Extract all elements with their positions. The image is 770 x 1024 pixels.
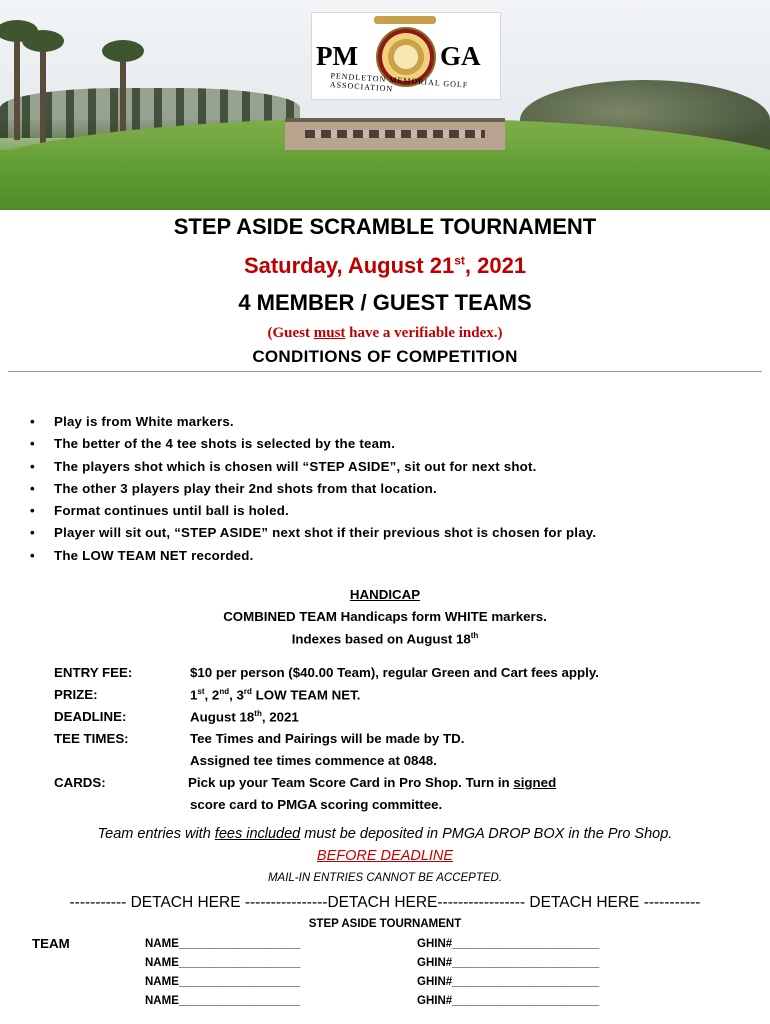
palm-tree [14,30,20,140]
form-title: STEP ASIDE TOURNAMENT [308,918,462,930]
tournament-title: STEP ASIDE SCRAMBLE TOURNAMENT [173,214,597,239]
tee-graphic [374,16,436,24]
tee-times-label: TEE TIMES: [54,731,129,746]
name-field[interactable]: NAME___________________ [145,976,301,988]
handicap-index-line: Indexes based on August 18th [291,631,479,647]
list-item: • The LOW TEAM NET recorded. [30,545,596,567]
pmga-logo [311,12,501,100]
cards-value: Pick up your Team Score Card in Pro Shop. Turn in signed [188,775,557,790]
name-field[interactable]: NAME___________________ [145,957,301,969]
list-item: • The better of the 4 tee shots is selected by the team. [30,433,596,455]
logo-text-right: GA [440,41,481,71]
prize-label: PRIZE: [54,687,98,702]
drop-box-note: Team entries with fees included must be deposited in PMGA DROP BOX in the Pro Shop. [97,826,673,842]
logo-subtitle: PENDLETON MEMORIAL GOLF ASSOCIATION [329,71,469,94]
list-item: • Play is from White markers. [30,411,596,433]
before-deadline: BEFORE DEADLINE [316,848,454,864]
palm-tree [40,40,46,150]
prize-value: 1st, 2nd, 3rd LOW TEAM NET. [190,687,361,703]
conditions-heading: CONDITIONS OF COMPETITION [252,347,518,366]
cards-value-2: score card to PMGA scoring committee. [190,797,443,812]
tee-times-start: Assigned tee times commence at 0848. [190,753,437,768]
ghin-field[interactable]: GHIN#_______________________ [417,995,600,1007]
guest-note: (Guest must have a verifiable index.) [267,325,503,341]
ghin-field[interactable]: GHIN#_______________________ [417,957,600,969]
fairway [0,150,770,210]
rules-list [30,411,596,567]
handicap-line: COMBINED TEAM Handicaps form WHITE markers. [223,609,547,624]
divider [8,371,762,372]
cards-label: CARDS: [54,775,106,790]
deadline-label: DEADLINE: [54,709,127,724]
deadline-value: August 18th, 2021 [190,709,299,725]
header-photo [0,0,770,210]
list-item: • The players shot which is chosen will “STEP ASIDE”, sit out for next shot. [30,456,596,478]
entry-fee-label: ENTRY FEE: [54,665,133,680]
detach-line: ----------- DETACH HERE ----------------DETACH HERE----------------- DETACH HERE ----------- [69,894,701,911]
name-field[interactable]: NAME___________________ [145,938,301,950]
list-item: • Player will sit out, “STEP ASIDE” next shot if their previous shot is chosen for play. [30,522,596,544]
mail-in-note: MAIL-IN ENTRIES CANNOT BE ACCEPTED. [267,872,503,884]
tournament-date: Saturday, August 21st, 2021 [243,253,527,278]
ghin-field[interactable]: GHIN#_______________________ [417,976,600,988]
team-format: 4 MEMBER / GUEST TEAMS [238,290,532,315]
team-label: TEAM [32,936,70,951]
tee-times-value: Tee Times and Pairings will be made by TD. [190,731,465,746]
list-item: • The other 3 players play their 2nd shots from that location. [30,478,596,500]
entry-fee-value: $10 per person ($40.00 Team), regular Green and Cart fees apply. [190,665,599,680]
name-field[interactable]: NAME___________________ [145,995,301,1007]
ghin-field[interactable]: GHIN#_______________________ [417,938,600,950]
logo-text-left: PM [316,41,358,71]
list-item: • Format continues until ball is holed. [30,500,596,522]
handicap-heading: HANDICAP [349,587,421,602]
